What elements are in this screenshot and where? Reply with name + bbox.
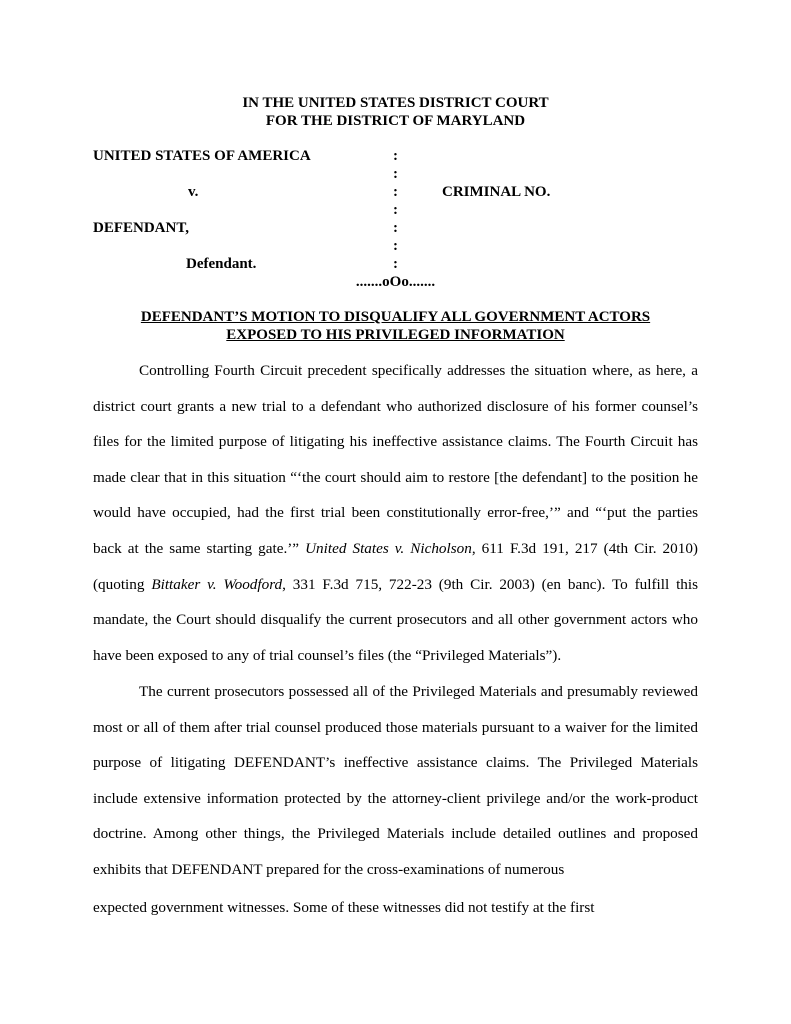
caption-separator: .......oOo.......	[355, 274, 436, 290]
paragraph-1-text-a: Controlling Fourth Circuit precedent specifically addresses the situation where, as here, a district court grants a new trial to a defendant who authorized disclosure of his former counsel’s files for the limited purpose of litigating his ineffective assistance claims. The Fourth Circuit has made clear that in this situation “‘the court should aim to restore [the defendant] to the position he would have occupied, had the first trial been constitutionally error-free,’” and “‘put the parties back at the same starting gate.’”	[93, 362, 698, 557]
caption-versus: v.	[188, 184, 199, 200]
caption-defendant-role: Defendant.	[186, 256, 257, 272]
court-name-line-2: FOR THE DISTRICT OF MARYLAND	[265, 113, 526, 129]
paragraph-2-text: The current prosecutors possessed all of the Privileged Materials and presumably reviewed most or all of them after trial counsel produced those materials pursuant to a waiver for the limited purpose of litigating DEFENDANT’s ineffective assistance claims. The Privileged Materials include extensive information protected by the attorney-client privilege and/or the work-product doctrine. Among other things, the Privileged Materials include detailed outlines and proposed exhibits that DEFENDANT prepared for the cross-examinations of numerous	[93, 683, 698, 878]
caption-plaintiff: UNITED STATES OF AMERICA	[93, 148, 311, 164]
motion-title-line-1: DEFENDANT’S MOTION TO DISQUALIFY ALL GOVERNMENT ACTORS	[140, 309, 651, 325]
caption-colon: :	[393, 238, 398, 254]
caption-colon: :	[393, 148, 398, 164]
caption-colon: :	[393, 184, 398, 200]
motion-title-line-2: EXPOSED TO HIS PRIVILEGED INFORMATION	[226, 327, 565, 343]
paragraph-1-text-c: , 331 F.3d 715, 722-23 (9th Cir. 2003) (en banc). To fulfill this mandate, the Court should disqualify the current prosecutors and all other government actors who have been exposed to any of trial counsel’s files (the “Privileged Materials”).	[93, 575, 699, 664]
paragraph-1-text-b: , 611 F.3d 191, 217 (4th Cir. 2010) (quoting	[93, 539, 698, 593]
case-citation-nicholson: United States v. Nicholson	[305, 539, 472, 557]
caption-colon: :	[393, 256, 398, 272]
caption-case-number-label: CRIMINAL NO.	[442, 184, 551, 200]
caption-colon: :	[393, 166, 398, 182]
court-name-line-1: IN THE UNITED STATES DISTRICT COURT	[242, 95, 549, 111]
case-citation-bittaker: Bittaker v. Woodford	[151, 575, 283, 593]
paragraph-2-last-line: expected government witnesses. Some of these witnesses did not testify at the first	[93, 899, 595, 916]
body-paragraph-1	[93, 353, 698, 673]
caption-defendant: DEFENDANT,	[93, 220, 189, 236]
caption-colon: :	[393, 202, 398, 218]
body-paragraph-2	[93, 674, 698, 888]
caption-colon: :	[393, 220, 398, 236]
